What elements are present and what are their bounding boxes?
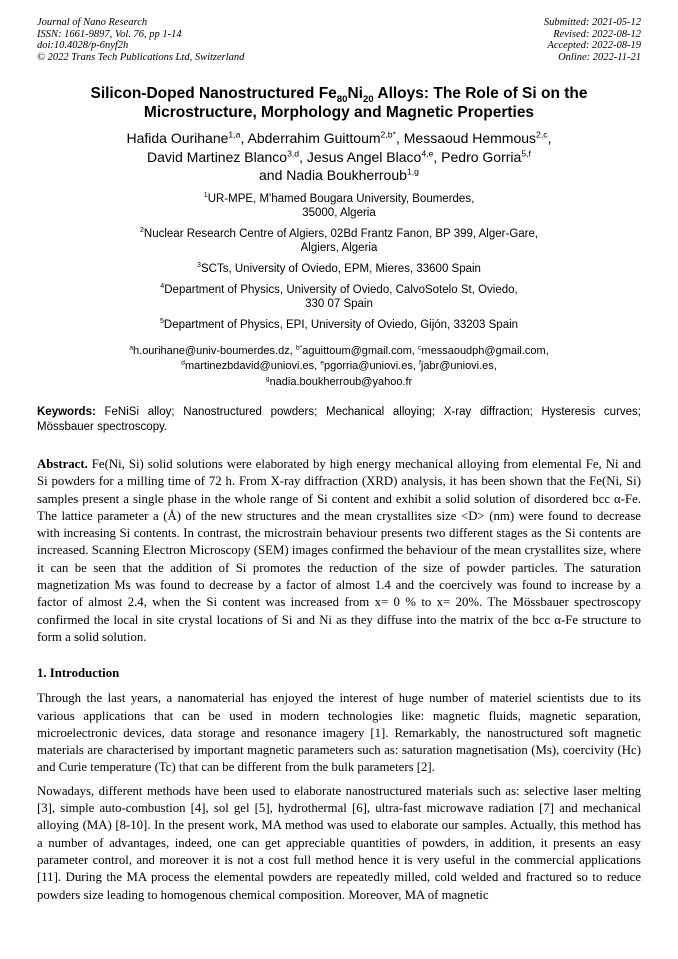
affiliation-1: $^1$UR-MPE, M'hamed Bougara University, Boumerdes, 35000, Algeria [203, 190, 475, 219]
emails-line-1: $^a$h.ourihane@univ-boumerdes.dz, $^{b*}$aguittoum@gmail.com, $^c$messaoudph@gmail.com, [129, 343, 549, 357]
date-revised: Revised: 2022-08-12 [553, 28, 641, 40]
abstract-paragraph: Abstract. Fe(Ni, Si) solid solutions were elaborated by high energy mechanical alloying from elemental Fe, Ni and Si powders for a milling time of 72 h. From X-ray diffraction (XRD) analysis, it has been shown that the Fe(Ni, Si) samples present a single phase in the whole range of Si content and exhibit a solid solution of disordered bcc α-Fe. The lattice parameter a (Å) of the new structures and the mean crystallites size <D> (nm) were found to decrease with increasing Si contents. In contrast, the microstrain behaviour presents two different stages as the Si contents are increased. Scanning Electron Microscopy (SEM) images confirmed the behaviour of the mean crystallites size, where it can be seen that the addition of Si promotes the reduction of the size of powder particles. The saturation magnetization Ms was found to decrease by a factor of almost 1.4 and the coercively was found to increase by a factor of almost 2.4, when the Si content was increased from x= 0 % to x= 20%. The Mössbauer spectroscopy confirmed the local in site crystal locations of Si and Ni as they diffuse into the matrix of the bcc α-Fe structure to form a solid solution. [37, 457, 641, 644]
journal-info-block [37, 17, 244, 63]
affiliation-4: $^4$Department of Physics, University of Oviedo, CalvoSotelo St, Oviedo, 330 07 Spain [160, 281, 518, 310]
intro-paragraph-1: Through the last years, a nanomaterial has enjoyed the interest of huge number of materiel scientists due to its various applications that can be used in modern technologies like: magnetic fluids, magnetic separation, microelectronic devices, data storage and resonance imagery [1]. Remarkably, the nanostructured soft magnetic materials are characterised by important magnetic parameters such as: saturation magnetisation (Ms), coercivity (Hc) and Curie temperature (Tc) that can be different from the bulk parameters [2]. [37, 691, 641, 775]
journal-doi: doi:10.4028/p-6nyf2h [37, 40, 129, 51]
journal-header [37, 17, 641, 63]
authors-line-2: David Martinez Blanco$^{3,d}$, Jesus Angel Blaco$^{4,e}$, Pedro Gorria$^{5,f}$ [147, 147, 531, 165]
journal-issn-volume: ISSN: 1661-9897, Vol. 76, pp 1-14 [37, 28, 182, 40]
keywords-paragraph: Keywords: FeNiSi alloy; Nanostructured powders; Mechanical alloying; X-ray diffraction; Hysteresis curves; Mössbauer spectroscopy. [37, 406, 641, 433]
paper-title-line-1: Silicon-Doped Nanostructured $Fe_{80}Ni_{20}$ Alloys: The Role of Si on the [90, 85, 588, 106]
affiliation-2: $^2$Nuclear Research Centre of Algiers, 02Bd Frantz Fanon, BP 399, Alger-Gare, Algiers, Algeria [139, 225, 539, 254]
journal-name: Journal of Nano Research [37, 17, 148, 28]
date-accepted: Accepted: 2022-08-19 [547, 40, 641, 51]
authors-block [37, 129, 641, 185]
affiliation-5: $^5$Department of Physics, EPI, University of Oviedo, Gijón, 33203 Spain [159, 316, 519, 331]
emails-line-3: $^g$nadia.boukherroub@yahoo.fr [265, 374, 413, 388]
paper-title-line-2: Microstructure, Morphology and Magnetic Properties [143, 104, 535, 121]
submission-dates-block [544, 17, 641, 63]
date-online: Online: 2022-11-21 [558, 51, 641, 63]
authors-line-3: and Nadia Boukherroub$^{1,g}$ [259, 166, 419, 183]
date-submitted: Submitted: 2021-05-12 [543, 17, 641, 28]
intro-paragraph-2: Nowadays, different methods have been used to elaborate nanostructured materials such as: selective laser melting [3], simple auto-combustion [4], sol gel [5], hydrothermal [6], ultra-fast microwave radiation [7] and mechanical alloying (MA) [8-10]. In the present work, MA method was used to elaborate our samples. Actually, this method has a number of advantages, indeed, one can get appreciable quantities of powders, in addition, it presents an easy parameter control, and moreover it is not a cost full method hence it is very useful in the commercial applications [11]. During the MA process the elemental powders are repeatedly milled, cold welded and fractured so to reduce powders size leading to homogenous chemical composition. Moreover, MA of magnetic [37, 783, 641, 902]
author-emails-block [37, 344, 641, 391]
journal-copyright: © 2022 Trans Tech Publications Ltd, Switzerland [37, 51, 245, 63]
paper-title [37, 84, 641, 122]
section-heading-introduction: 1. Introduction [37, 666, 120, 681]
affiliation-3: $^3$SCTs, University of Oviedo, EPM, Mieres, 33600 Spain [197, 260, 481, 275]
authors-line-1: Hafida Ourihane$^{1,a}$, Abderrahim Guittoum$^{2,b*}$, Messaoud Hemmous$^{2,c}$, [126, 129, 552, 146]
emails-line-2: $^d$martinezbdavid@uniovi.es, $^e$pgorria@uniovi.es, $^f$jabr@uniovi.es, [181, 359, 497, 372]
